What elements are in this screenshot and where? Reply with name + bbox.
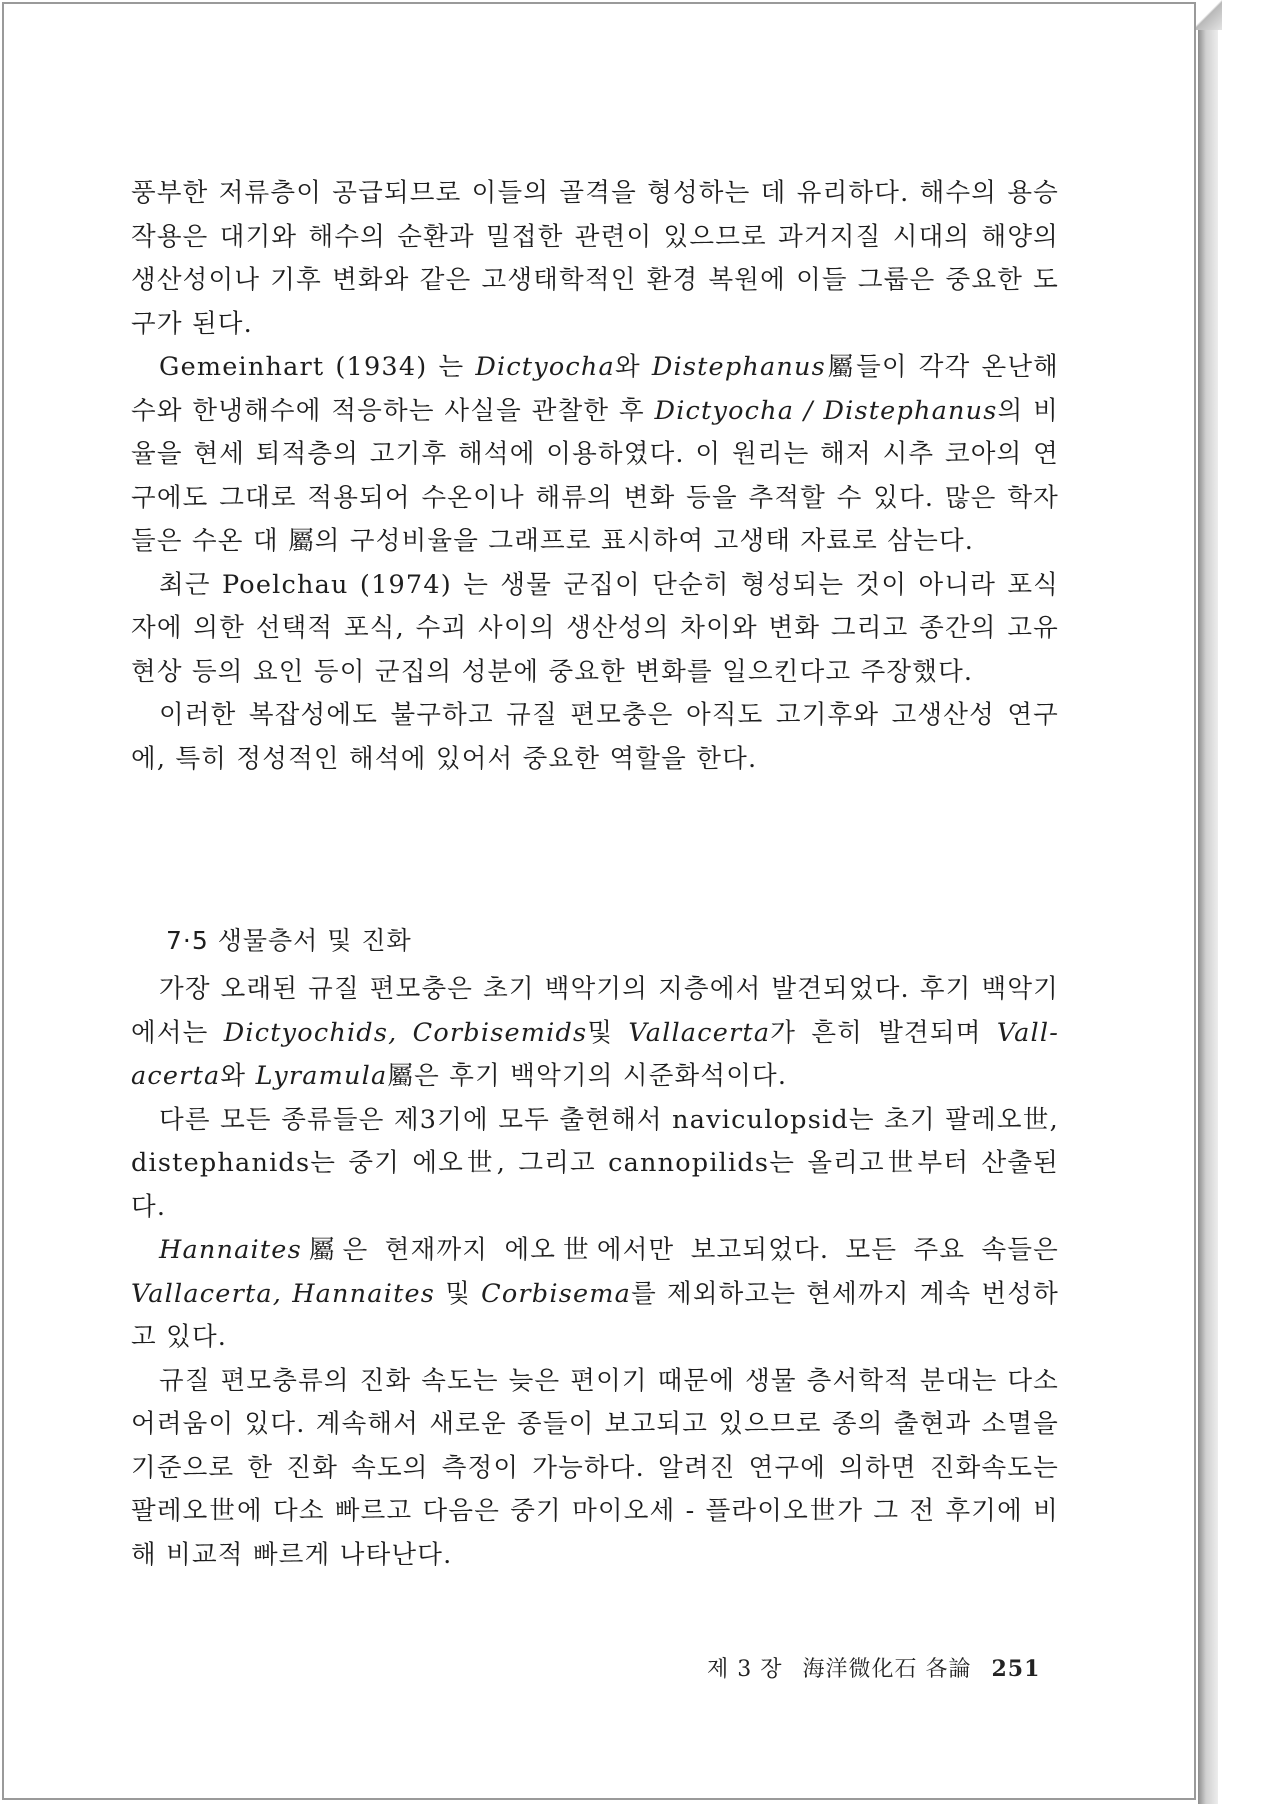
paragraph-1: 풍부한 저류층이 공급되므로 이들의 골격을 형성하는 데 유리하다. 해수의 용승 작용은 대기와 해수의 순환과 밀접한 관련이 있으므로 과거지질 시대의 해양의 생산성이나 기후 변화와 같은 고생태학적인 환경 복원에 이들 그룹은 중요한 도구가 된다. bbox=[131, 178, 1059, 339]
paragraph-8: 규질 편모충류의 진화 속도는 늦은 편이기 때문에 생물 층서학적 분대는 다소 어려움이 있다. 계속해서 새로운 종들이 보고되고 있으므로 종의 출현과 소멸을 기준으로 한 진화 속도의 측정이 가능하다. 알려진 연구에 의하면 진화속도는 팔레오世에 다소 빠르고 다음은 중기 마이오세 - 플라이오世가 그 전 후기에 비해 비교적 빠르게 나타난다. bbox=[131, 1365, 1059, 1570]
body-text-lower bbox=[131, 968, 1059, 1577]
page-edge-shadow bbox=[1198, 8, 1218, 1804]
page-curl-corner bbox=[1196, 0, 1222, 30]
footer-chapter: 제 3 장 bbox=[707, 1657, 783, 1682]
paragraph-6: 다른 모든 종류들은 제3기에 모두 출현해서 naviculopsid는 초기 팔레오世, distephanids는 중기 에오世, 그리고 cannopilids는 올리고世부터 산출된다. bbox=[131, 1104, 1059, 1222]
paragraph-5: 가장 오래된 규질 편모충은 초기 백악기의 지층에서 발견되었다. 후기 백악기에서는 Dictyochids, Corbisemids및 Vallacerta가 흔히 발견되며 Vall-acerta와 Lyramula屬은 후기 백악기의 시준화석이다. bbox=[131, 974, 1060, 1091]
footer-title: 海洋微化石 各論 bbox=[802, 1657, 972, 1682]
page-number: 251 bbox=[991, 1656, 1041, 1682]
paragraph-2: Gemeinhart (1934) 는 Dictyocha와 Distephanus屬들이 각각 온난해수와 한냉해수에 적응하는 사실을 관찰한 후 Dictyocha / Distephanus의 비율을 현세 퇴적층의 고기후 해석에 이용하였다. 이 원리는 해저 시추 코아의 연구에도 그대로 적용되어 수온이나 해류의 변화 등을 추적할 수 있다. 많은 학자들은 수온 대 屬의 구성비율을 그래프로 표시하여 고생태 자료로 삼는다. bbox=[131, 352, 1059, 556]
paragraph-4: 이러한 복잡성에도 불구하고 규질 편모충은 아직도 고기후와 고생산성 연구에, 특히 정성적인 해석에 있어서 중요한 역할을 한다. bbox=[131, 700, 1059, 774]
running-footer bbox=[707, 1652, 1040, 1683]
document-page bbox=[2, 2, 1196, 1800]
body-text-upper bbox=[131, 172, 1059, 781]
paragraph-3: 최근 Poelchau (1974) 는 생물 군집이 단순히 형성되는 것이 아니라 포식자에 의한 선택적 포식, 수괴 사이의 생산성의 차이와 변화 그리고 종간의 고유현상 등의 요인 등이 군집의 성분에 중요한 변화를 일으킨다고 주장했다. bbox=[131, 569, 1059, 687]
section-heading: 7·5 생물층서 및 진화 bbox=[166, 926, 412, 955]
paragraph-7: Hannaites屬은 현재까지 에오世에서만 보고되었다. 모든 주요 속들은 Vallacerta, Hannaites 및 Corbisema를 제외하고는 현세까지 계속 번성하고 있다. bbox=[131, 1235, 1059, 1352]
